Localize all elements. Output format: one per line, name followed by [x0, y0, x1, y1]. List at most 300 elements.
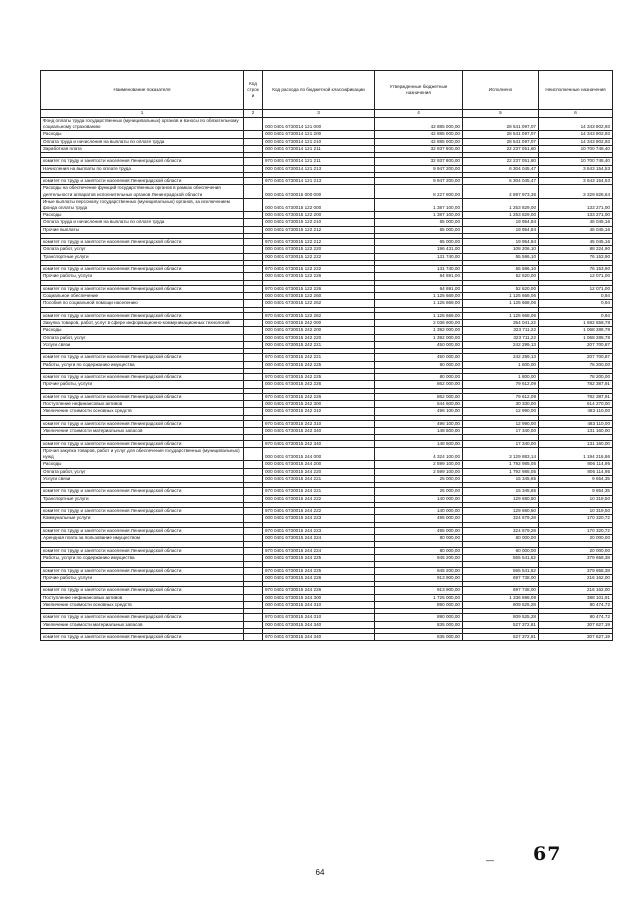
row-name: комитет по труду и занятости населения Ленинградской области — [41, 421, 244, 428]
row-code — [244, 286, 263, 293]
row-classification: 000 0401 6730015 122 220 — [263, 246, 375, 253]
row-code — [244, 621, 263, 628]
row-approved: 32 937 800,00 — [375, 158, 463, 165]
row-classification: 000 0401 6730015 242 225 — [263, 361, 375, 368]
row-classification: 970 0401 6730015 242 226 — [263, 394, 375, 401]
row-name: комитет по труду и занятости населения Ленинградской области — [41, 394, 244, 401]
table-row — [41, 219, 613, 226]
row-name: Увеличение стоимости основных средств — [41, 601, 244, 608]
row-approved: 8 227 800,00 — [375, 185, 463, 198]
table-row — [41, 381, 613, 388]
table-row — [41, 341, 613, 348]
row-executed: 19 954,84 — [463, 226, 539, 233]
row-code — [244, 421, 263, 428]
row-approved: 496 100,00 — [375, 421, 463, 428]
row-unexecuted: 0,94 — [539, 300, 613, 307]
table-row — [41, 313, 613, 320]
row-executed: 129 680,50 — [463, 508, 539, 515]
row-classification: 000 0401 6730015 242 300 — [263, 401, 375, 408]
row-name: комитет по труду и занятости населения Ленинградской области — [41, 547, 244, 554]
row-approved: 32 937 800,00 — [375, 145, 463, 152]
table-row — [41, 145, 613, 152]
row-unexecuted: 1 194 216,86 — [539, 448, 613, 461]
row-name: Расходы — [41, 461, 244, 468]
row-unexecuted: 388 101,91 — [539, 594, 613, 601]
table-row — [41, 320, 613, 327]
row-name: Работы, услуги по содержанию имущества — [41, 555, 244, 562]
row-code — [244, 293, 263, 300]
row-name: комитет по труду и занятости населения Ленинградской области — [41, 354, 244, 361]
row-unexecuted: 9 654,35 — [539, 475, 613, 482]
row-classification: 000 0401 6730014 121 000 — [263, 118, 375, 131]
row-unexecuted: 45 045,16 — [539, 226, 613, 233]
row-code — [244, 587, 263, 594]
row-classification: 970 0401 6730015 244 226 — [263, 587, 375, 594]
row-unexecuted: 20 000,00 — [539, 547, 613, 554]
row-executed: 79 612,09 — [463, 394, 539, 401]
row-approved: 80 000,00 — [375, 535, 463, 542]
row-executed: 809 525,28 — [463, 614, 539, 621]
row-unexecuted: 483 110,00 — [539, 408, 613, 415]
table-row — [41, 547, 613, 554]
row-executed: 697 738,00 — [463, 574, 539, 581]
row-executed: 52 620,00 — [463, 286, 539, 293]
row-name: Увеличение стоимости материальных запасов — [41, 428, 244, 435]
row-classification: 000 0401 6730015 244 226 — [263, 574, 375, 581]
row-approved: 65 000,00 — [375, 226, 463, 233]
row-approved: 9 947 200,00 — [375, 178, 463, 185]
row-executed: 6 304 045,47 — [463, 178, 539, 185]
row-classification: 970 0401 6730015 122 226 — [263, 286, 375, 293]
header-classification: Код расхода по бюджетной классификации — [263, 71, 375, 110]
table-row — [41, 374, 613, 381]
row-executed: 1 253 829,00 — [463, 212, 539, 219]
row-code — [244, 555, 263, 562]
row-executed: 1 336 898,09 — [463, 594, 539, 601]
row-unexecuted: 10 319,50 — [539, 495, 613, 502]
row-unexecuted: 76 153,90 — [539, 266, 613, 273]
row-executed: 28 541 097,07 — [463, 131, 539, 138]
row-name: комитет по труду и занятости населения Ленинградской области — [41, 266, 244, 273]
row-name: Поступление нефинансовых активов — [41, 594, 244, 601]
row-name: Увеличение стоимости основных средств — [41, 408, 244, 415]
row-executed: 1 800,00 — [463, 374, 539, 381]
row-code — [244, 634, 263, 641]
row-executed: 52 620,00 — [463, 273, 539, 280]
row-code — [244, 461, 263, 468]
row-name: комитет по труду и занятости населения Ленинградской области — [41, 158, 244, 165]
row-code — [244, 158, 263, 165]
row-unexecuted: 80 474,72 — [539, 601, 613, 608]
row-approved: 495 000,00 — [375, 528, 463, 535]
row-code — [244, 185, 263, 198]
row-name: Арендная плата за пользование имуществом — [41, 535, 244, 542]
row-name: Иные выплаты персоналу государственных (муниципальных) органов, за исключением фонда оплаты труда — [41, 198, 244, 211]
row-name: Прочие работы, услуги — [41, 273, 244, 280]
row-name: Прочие работы, услуги — [41, 574, 244, 581]
table-row — [41, 508, 613, 515]
row-approved: 4 324 100,00 — [375, 448, 463, 461]
row-unexecuted: 45 045,16 — [539, 219, 613, 226]
table-row — [41, 475, 613, 482]
row-unexecuted: 806 114,95 — [539, 468, 613, 475]
row-executed: 79 612,09 — [463, 381, 539, 388]
table-row — [41, 574, 613, 581]
column-number: 2 — [244, 110, 263, 118]
row-classification: 000 0401 6730014 121 210 — [263, 138, 375, 145]
row-classification: 000 0401 6730014 121 200 — [263, 131, 375, 138]
row-classification: 000 0401 6730015 244 221 — [263, 475, 375, 482]
row-approved: 25 000,00 — [375, 475, 463, 482]
row-name: Фонд оплаты труда государственных (муниципальных) органов и взносы по обязательному социальному страхованию — [41, 118, 244, 131]
row-unexecuted: 216 162,00 — [539, 574, 613, 581]
table-row — [41, 614, 613, 621]
row-name: Закупка товаров, работ, услуг в сфере информационно-коммуникационных технологий — [41, 320, 244, 327]
row-unexecuted: 131 160,00 — [539, 428, 613, 435]
row-name: Оплата работ, услуг — [41, 246, 244, 253]
table-row — [41, 286, 613, 293]
row-classification: 970 0401 6730015 242 340 — [263, 440, 375, 447]
row-classification: 970 0401 6730015 242 221 — [263, 354, 375, 361]
row-classification: 970 0401 6730015 242 310 — [263, 421, 375, 428]
row-unexecuted: 12 071,00 — [539, 286, 613, 293]
row-code — [244, 226, 263, 233]
row-code — [244, 361, 263, 368]
row-code — [244, 374, 263, 381]
row-executed: 242 299,13 — [463, 354, 539, 361]
row-approved: 450 000,00 — [375, 354, 463, 361]
row-executed: 22 237 051,60 — [463, 158, 539, 165]
row-code — [244, 408, 263, 415]
row-executed: 1 125 668,06 — [463, 313, 539, 320]
row-classification: 000 0401 6730015 244 340 — [263, 621, 375, 628]
row-name: комитет по труду и занятости населения Ленинградской области — [41, 567, 244, 574]
table-row — [41, 253, 613, 260]
row-executed: 129 680,50 — [463, 495, 539, 502]
row-name: Поступление нефинансовых активов — [41, 401, 244, 408]
row-code — [244, 428, 263, 435]
row-code — [244, 508, 263, 515]
row-unexecuted: 80 474,72 — [539, 614, 613, 621]
row-unexecuted: 614 270,00 — [539, 401, 613, 408]
row-classification: 000 0401 6730015 244 222 — [263, 495, 375, 502]
row-executed: 60 000,00 — [463, 547, 539, 554]
row-name: Расходы — [41, 131, 244, 138]
row-code — [244, 246, 263, 253]
table-row — [41, 515, 613, 522]
row-approved: 140 000,00 — [375, 508, 463, 515]
row-name: комитет по труду и занятости населения Ленинградской области — [41, 374, 244, 381]
row-executed: 108 206,10 — [463, 246, 539, 253]
table-row — [41, 158, 613, 165]
row-code — [244, 468, 263, 475]
table-row — [41, 421, 613, 428]
row-classification: 000 0401 6730015 242 310 — [263, 408, 375, 415]
row-unexecuted: 14 343 902,93 — [539, 138, 613, 145]
row-approved: 913 900,00 — [375, 587, 463, 594]
table-row — [41, 448, 613, 461]
table-row — [41, 535, 613, 542]
row-code — [244, 212, 263, 219]
row-approved: 2 036 600,00 — [375, 320, 463, 327]
row-classification: 000 0401 6730015 122 210 — [263, 219, 375, 226]
row-executed: 19 954,84 — [463, 219, 539, 226]
table-row — [41, 226, 613, 233]
row-classification: 000 0401 6730015 244 223 — [263, 515, 375, 522]
row-name: Оплата труда и начисления на выплаты по оплате труда — [41, 219, 244, 226]
row-classification: 000 0401 6730015 244 224 — [263, 535, 375, 542]
table-row — [41, 594, 613, 601]
row-unexecuted: 1 682 558,78 — [539, 320, 613, 327]
row-classification: 000 0401 6730015 244 310 — [263, 601, 375, 608]
row-unexecuted: 170 320,72 — [539, 515, 613, 522]
table-row — [41, 528, 613, 535]
table-row — [41, 165, 613, 172]
row-code — [244, 145, 263, 152]
row-unexecuted: 78 200,00 — [539, 374, 613, 381]
row-classification: 000 0401 6730015 122 000 — [263, 198, 375, 211]
row-code — [244, 381, 263, 388]
row-code — [244, 574, 263, 581]
row-classification: 000 0401 6730015 242 226 — [263, 381, 375, 388]
row-approved: 835 000,00 — [375, 634, 463, 641]
row-classification: 000 0401 6730015 244 300 — [263, 594, 375, 601]
table-row — [41, 394, 613, 401]
table-row — [41, 246, 613, 253]
row-approved: 64 691,00 — [375, 286, 463, 293]
row-unexecuted: 3 643 154,53 — [539, 178, 613, 185]
row-code — [244, 198, 263, 211]
row-unexecuted: 10 700 748,40 — [539, 145, 613, 152]
table-body — [41, 118, 613, 641]
row-code — [244, 165, 263, 172]
row-executed: 12 990,00 — [463, 421, 539, 428]
row-approved: 2 599 100,00 — [375, 468, 463, 475]
row-name: комитет по труду и занятости населения Ленинградской области — [41, 488, 244, 495]
row-classification: 000 0401 6730015 122 260 — [263, 293, 375, 300]
row-unexecuted: 88 224,90 — [539, 246, 613, 253]
table-row — [41, 273, 613, 280]
row-approved: 495 000,00 — [375, 515, 463, 522]
row-code — [244, 320, 263, 327]
row-code — [244, 547, 263, 554]
row-code — [244, 440, 263, 447]
row-executed: 17 340,00 — [463, 428, 539, 435]
row-unexecuted: 3 329 826,64 — [539, 185, 613, 198]
table-row — [41, 354, 613, 361]
row-code — [244, 300, 263, 307]
row-code — [244, 475, 263, 482]
row-approved: 42 885 000,00 — [375, 118, 463, 131]
row-code — [244, 118, 263, 131]
row-executed: 1 792 985,05 — [463, 461, 539, 468]
row-unexecuted: 207 700,87 — [539, 354, 613, 361]
row-name: Начисления на выплаты по оплате труда — [41, 165, 244, 172]
table-row — [41, 334, 613, 341]
row-executed: 3 129 883,14 — [463, 448, 539, 461]
row-executed: 242 299,13 — [463, 341, 539, 348]
row-classification: 000 0401 6730015 244 225 — [263, 555, 375, 562]
row-approved: 1 725 000,00 — [375, 594, 463, 601]
row-name: Увеличение стоимости материальных запасов — [41, 621, 244, 628]
row-executed: 1 125 668,06 — [463, 300, 539, 307]
row-name: Расходы на обеспечение функций государственных органов в рамках обеспечения деятельности аппаратов исполнительных органов Ленинградской области — [41, 185, 244, 198]
row-approved: 1 125 669,00 — [375, 313, 463, 320]
row-approved: 42 885 000,00 — [375, 138, 463, 145]
row-code — [244, 401, 263, 408]
table-row — [41, 138, 613, 145]
budget-report-table — [40, 70, 613, 641]
row-approved: 131 740,00 — [375, 266, 463, 273]
column-number: 6 — [539, 110, 613, 118]
row-name: комитет по труду и занятости населения Ленинградской области — [41, 508, 244, 515]
row-code — [244, 448, 263, 461]
row-unexecuted: 133 271,00 — [539, 212, 613, 219]
row-approved: 644 600,00 — [375, 401, 463, 408]
row-approved: 945 200,00 — [375, 567, 463, 574]
column-number: 5 — [463, 110, 539, 118]
row-unexecuted: 379 658,38 — [539, 555, 613, 562]
header-executed: Исполнено — [463, 71, 539, 110]
row-executed: 1 792 985,05 — [463, 468, 539, 475]
row-executed: 6 304 045,47 — [463, 165, 539, 172]
table-row — [41, 408, 613, 415]
table-row — [41, 428, 613, 435]
table-row — [41, 293, 613, 300]
row-approved: 65 000,00 — [375, 219, 463, 226]
table-row — [41, 239, 613, 246]
row-approved: 2 599 100,00 — [375, 461, 463, 468]
row-approved: 64 691,00 — [375, 273, 463, 280]
column-number-row — [41, 110, 613, 118]
row-approved: 1 392 000,00 — [375, 327, 463, 334]
row-classification: 000 0401 6730015 122 200 — [263, 212, 375, 219]
table-row — [41, 555, 613, 562]
row-unexecuted: 806 114,95 — [539, 461, 613, 468]
table-row — [41, 621, 613, 628]
table-row — [41, 212, 613, 219]
row-executed: 15 345,65 — [463, 488, 539, 495]
row-code — [244, 273, 263, 280]
row-name: Услуги связи — [41, 341, 244, 348]
row-classification: 000 0401 6730014 121 211 — [263, 145, 375, 152]
header-code: Код строк и — [244, 71, 263, 110]
table-row — [41, 198, 613, 211]
row-approved: 196 431,00 — [375, 246, 463, 253]
row-unexecuted: 12 071,00 — [539, 273, 613, 280]
row-approved: 890 000,00 — [375, 601, 463, 608]
table-row — [41, 131, 613, 138]
row-unexecuted: 379 658,38 — [539, 567, 613, 574]
row-classification: 000 0401 6730015 122 222 — [263, 253, 375, 260]
row-executed: 354 041,22 — [463, 320, 539, 327]
row-unexecuted: 782 387,91 — [539, 394, 613, 401]
row-name: Расходы — [41, 327, 244, 334]
row-code — [244, 594, 263, 601]
row-approved: 148 500,00 — [375, 440, 463, 447]
table-header-row — [41, 71, 613, 110]
row-code — [244, 528, 263, 535]
table-row — [41, 634, 613, 641]
row-name: Пособия по социальной помощи населению — [41, 300, 244, 307]
row-classification: 000 0401 6730015 244 200 — [263, 461, 375, 468]
row-code — [244, 138, 263, 145]
row-name: Социальное обеспечение — [41, 293, 244, 300]
row-code — [244, 515, 263, 522]
row-unexecuted: 1 068 288,78 — [539, 327, 613, 334]
row-approved: 80 000,00 — [375, 361, 463, 368]
row-executed: 28 541 097,07 — [463, 138, 539, 145]
row-approved: 1 125 669,00 — [375, 300, 463, 307]
row-name: комитет по труду и занятости населения Ленинградской области — [41, 440, 244, 447]
table-row — [41, 178, 613, 185]
row-unexecuted: 170 320,72 — [539, 528, 613, 535]
row-executed: 60 000,00 — [463, 535, 539, 542]
row-classification: 000 0401 6730014 121 213 — [263, 165, 375, 172]
row-classification: 000 0401 6730015 242 000 — [263, 320, 375, 327]
row-name: комитет по труду и занятости населения Ленинградской области — [41, 528, 244, 535]
row-name: Оплата работ, услуг — [41, 334, 244, 341]
column-number: 4 — [375, 110, 463, 118]
row-name: Транспортные услуги — [41, 495, 244, 502]
row-unexecuted: 483 110,00 — [539, 421, 613, 428]
row-approved: 862 000,00 — [375, 381, 463, 388]
row-executed: 324 679,28 — [463, 515, 539, 522]
row-approved: 1 387 100,00 — [375, 212, 463, 219]
row-classification: 000 0401 6730015 122 226 — [263, 273, 375, 280]
table-row — [41, 118, 613, 131]
row-approved: 1 387 100,00 — [375, 198, 463, 211]
row-executed: 323 711,22 — [463, 327, 539, 334]
row-name: Заработная плата — [41, 145, 244, 152]
row-classification: 000 0401 6730015 122 262 — [263, 300, 375, 307]
row-name: комитет по труду и занятости населения Ленинградской области — [41, 239, 244, 246]
row-executed: 565 541,62 — [463, 567, 539, 574]
row-classification: 000 0401 6730015 000 000 — [263, 185, 375, 198]
table-row — [41, 185, 613, 198]
row-classification: 000 0401 6730015 244 000 — [263, 448, 375, 461]
row-approved: 9 947 200,00 — [375, 165, 463, 172]
row-name: комитет по труду и занятости населения Ленинградской области — [41, 286, 244, 293]
row-name: Оплата работ, услуг — [41, 468, 244, 475]
row-unexecuted: 10 319,50 — [539, 508, 613, 515]
row-classification: 000 0401 6730015 242 220 — [263, 334, 375, 341]
header-unexecuted: Неисполненные назначения — [539, 71, 613, 110]
row-executed: 55 586,10 — [463, 253, 539, 260]
row-name: Прочие выплаты — [41, 226, 244, 233]
row-approved: 835 000,00 — [375, 621, 463, 628]
row-code — [244, 266, 263, 273]
row-unexecuted: 216 162,00 — [539, 587, 613, 594]
row-code — [244, 131, 263, 138]
row-name: Расходы — [41, 212, 244, 219]
row-approved: 148 500,00 — [375, 428, 463, 435]
row-unexecuted: 207 700,87 — [539, 341, 613, 348]
row-classification: 970 0401 6730014 121 211 — [263, 158, 375, 165]
row-classification: 000 0401 6730015 244 220 — [263, 468, 375, 475]
row-unexecuted: 0,94 — [539, 293, 613, 300]
row-executed: 1 253 829,00 — [463, 198, 539, 211]
row-name: Работы, услуги по содержанию имущества — [41, 361, 244, 368]
row-name: Прочая закупка товаров, работ и услуг для обеспечения государственных (муниципальных) нужд — [41, 448, 244, 461]
row-classification: 970 0401 6730015 244 221 — [263, 488, 375, 495]
table-row — [41, 587, 613, 594]
row-code — [244, 219, 263, 226]
row-code — [244, 239, 263, 246]
row-code — [244, 341, 263, 348]
row-approved: 1 392 000,00 — [375, 334, 463, 341]
column-number: 1 — [41, 110, 244, 118]
